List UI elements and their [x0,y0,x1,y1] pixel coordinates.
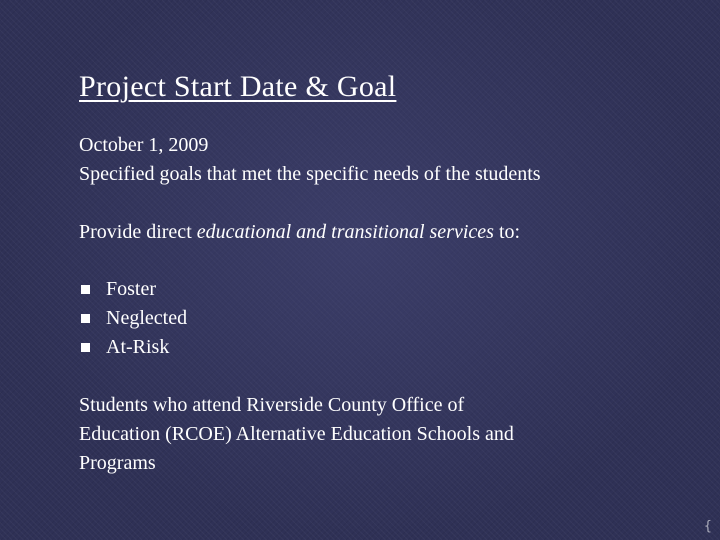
provide-services-text [79,218,520,246]
corner-brace-glyph: { [703,519,712,534]
square-bullet-icon [81,285,90,294]
goals-text: Specified goals that met the specific needs of the students [79,163,541,185]
list-item-label: At-Risk [106,336,170,358]
students-line: Programs [79,452,156,474]
list-item-label: Neglected [106,307,188,329]
list-item-label: Foster [106,278,156,300]
slide-title: Project Start Date & Goal [79,70,397,103]
students-paragraph [79,391,639,478]
list-item [79,275,187,304]
list-item [79,333,187,362]
square-bullet-icon [81,343,90,352]
provide-text-emphasis: educational and transitional services [196,221,494,243]
list-item [79,304,187,333]
provide-text-before: Provide direct [79,221,197,243]
start-date-text: October 1, 2009 [79,134,209,156]
square-bullet-icon [81,314,90,323]
provide-text-after: to: [493,221,521,243]
students-line: Students who attend Riverside County Office of [79,394,465,416]
students-line: Education (RCOE) Alternative Education Schools and [79,423,514,445]
student-group-list [79,275,187,362]
